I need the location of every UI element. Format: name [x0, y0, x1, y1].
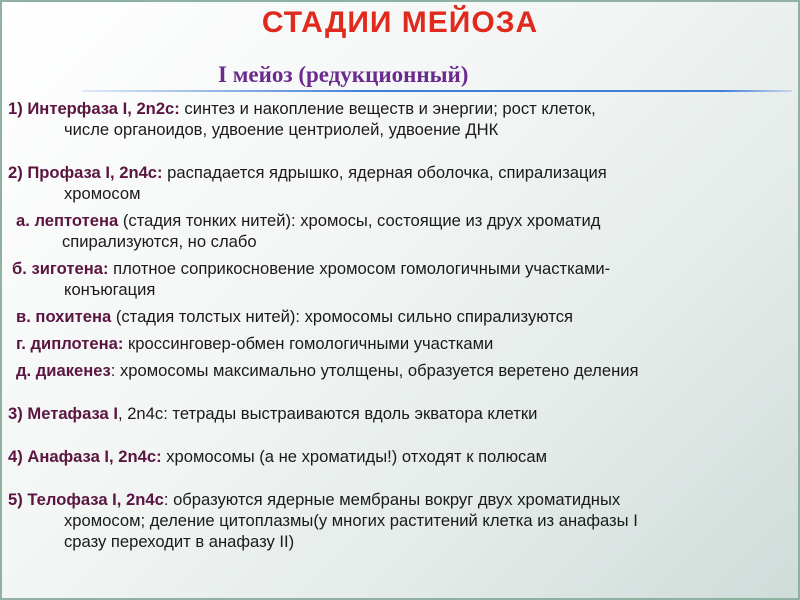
item-continuation-2: сразу переходит в анафазу II) [64, 532, 295, 551]
item-label: б. зиготена: [12, 259, 109, 278]
item-label: а. лептотена [16, 211, 119, 230]
item-text: (стадия толстых нитей): хромосомы сильно спирализуются [111, 307, 574, 326]
item-text: (стадия тонких нитей): хромосы, состоящие из друх хроматид [118, 211, 601, 230]
item-text: плотное соприкосновение хромосом гомологичными участками- [108, 259, 611, 278]
item-text: кроссинговер-обмен гомологичными участками [123, 334, 494, 353]
list-item-interphase [8, 98, 792, 140]
item-label: г. диплотена: [16, 334, 124, 353]
item-label: в. похитена [16, 307, 112, 326]
list-item-diplotene [8, 333, 792, 354]
list-item-leptotene [8, 210, 792, 252]
slide-subtitle: I мейоз (редукционный) [218, 62, 469, 87]
list-item-pachytene [8, 306, 792, 327]
item-label: 3) Метафаза I [8, 404, 118, 423]
item-text: , 2n4c: тетрады выстраиваются вдоль экватора клетки [117, 404, 538, 423]
slide-content [8, 98, 792, 552]
item-continuation: конъюгация [64, 280, 156, 299]
item-continuation: хромосом; деление цитоплазмы(у многих раститений клетка из анафазы I [64, 511, 638, 530]
list-item-anaphase [8, 446, 792, 467]
list-item-prophase [8, 162, 792, 204]
title-underline [82, 90, 792, 92]
item-text: : образуются ядерные мембраны вокруг двух хроматидных [163, 490, 621, 509]
item-continuation: спирализуются, но слабо [62, 232, 257, 251]
item-label: д. диакенез [16, 361, 111, 380]
list-item-zygotene [8, 258, 792, 300]
item-text: распадается ядрышко, ядерная оболочка, спирализация [162, 163, 607, 182]
list-item-telophase [8, 489, 792, 552]
item-text: синтез и накопление веществ и энергии; рост клеток, [179, 99, 596, 118]
item-continuation: числе органоидов, удвоение центриолей, удвоение ДНК [64, 120, 499, 139]
item-label: 1) Интерфаза I, 2n2c: [8, 99, 180, 118]
item-label: 4) Анафаза I, 2n4c: [8, 447, 162, 466]
list-item-diakinesis [8, 360, 792, 381]
item-label: 2) Профаза I, 2n4c: [8, 163, 163, 182]
slide-title: СТАДИИ МЕЙОЗА [261, 6, 539, 39]
list-item-metaphase [8, 403, 792, 424]
item-text: : хромосомы максимально утолщены, образуется веретено деления [110, 361, 639, 380]
item-label: 5) Телофаза I, 2n4c [8, 490, 164, 509]
item-text: хромосомы (а не хроматиды!) отходят к полюсам [161, 447, 547, 466]
item-continuation: хромосом [64, 184, 141, 203]
